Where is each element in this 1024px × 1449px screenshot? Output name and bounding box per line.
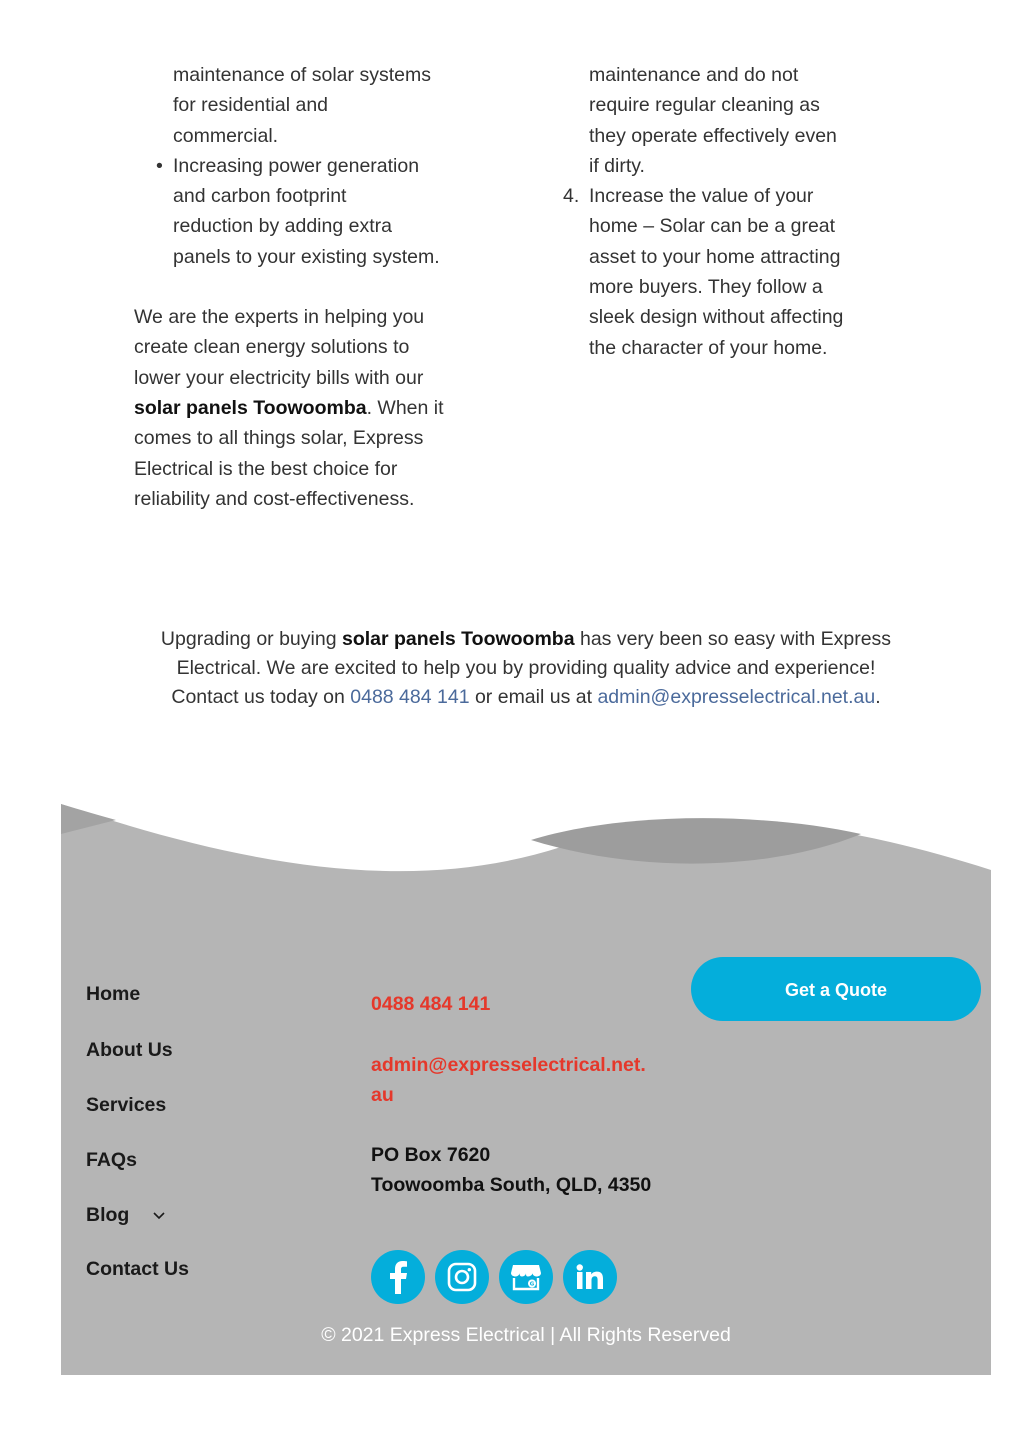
- bullet-continuation-3: commercial.: [173, 124, 279, 147]
- bullet-continuation-1: maintenance of solar systems: [173, 64, 431, 86]
- bold-keyword: solar panels Toowoomba: [341, 628, 575, 650]
- chevron-down-icon[interactable]: [153, 1212, 165, 1220]
- para-line: [134, 393, 474, 423]
- bullet-continuation-2: for residential and: [173, 94, 329, 117]
- bullet-line: reduction by adding extra: [173, 215, 392, 238]
- footer-nav-services[interactable]: Services: [86, 1094, 167, 1116]
- bullet-line: and carbon footprint: [173, 185, 347, 208]
- list-item: [563, 181, 909, 363]
- cta-text: has very been so easy with Express: [574, 628, 892, 650]
- numbered-list: [563, 181, 909, 363]
- footer-nav-faqs[interactable]: FAQs: [86, 1149, 137, 1171]
- list-item: [173, 151, 474, 272]
- para-line: Electrical is the best choice for: [134, 457, 398, 480]
- item3-line: they operate effectively even: [589, 124, 837, 147]
- footer-nav-contact-us[interactable]: Contact Us: [86, 1258, 189, 1280]
- item3-line: require regular cleaning as: [589, 94, 820, 117]
- footer-email[interactable]: [371, 1050, 646, 1110]
- list-number: 4.: [563, 185, 580, 208]
- item3-line: maintenance and do not: [589, 64, 799, 86]
- bullet-list: [173, 151, 474, 272]
- footer-nav-blog[interactable]: [86, 1204, 165, 1227]
- left-column: [134, 60, 474, 514]
- footer-email-line: au: [371, 1084, 394, 1106]
- cta-text: Upgrading or buying: [160, 628, 342, 650]
- cta-line-1: [90, 625, 962, 654]
- instagram-icon[interactable]: [435, 1250, 489, 1304]
- phone-link[interactable]: 0488 484 141: [350, 686, 470, 708]
- copyright: © 2021 Express Electrical | All Rights Reserved: [321, 1324, 731, 1346]
- para-line: reliability and cost-effectiveness.: [134, 487, 415, 510]
- linkedin-icon[interactable]: [563, 1250, 617, 1304]
- address-line: PO Box 7620: [371, 1144, 491, 1166]
- bullet-line: panels to your existing system.: [173, 245, 440, 268]
- cta-text: .: [875, 686, 881, 708]
- item4-line: asset to your home attracting: [589, 245, 841, 268]
- para-line: comes to all things solar, Express: [134, 427, 424, 450]
- cta-paragraph: [90, 625, 962, 712]
- item4-line: the character of your home.: [589, 336, 828, 359]
- item4-line: home – Solar can be a great: [589, 215, 836, 238]
- item3-line: if dirty.: [589, 154, 645, 177]
- para-line: create clean energy solutions to: [134, 336, 410, 359]
- item4-line: Increase the value of your: [589, 185, 814, 208]
- right-column: [563, 60, 909, 363]
- item4-line: more buyers. They follow a: [589, 276, 823, 299]
- get-a-quote-button[interactable]: Get a Quote: [691, 957, 981, 1021]
- wave-decoration: [61, 782, 991, 892]
- cta-line-2: Electrical. We are excited to help you by providing quality advice and experience!: [176, 657, 876, 679]
- para-line: We are the experts in helping you: [134, 306, 425, 329]
- footer-address: [371, 1140, 651, 1200]
- item4-line: sleek design without affecting: [589, 306, 844, 329]
- para-line: lower your electricity bills with our: [134, 366, 424, 389]
- cta-line-3: [90, 683, 962, 712]
- cta-text: Contact us today on: [171, 686, 351, 708]
- email-link[interactable]: admin@expresselectrical.net.au: [597, 686, 876, 708]
- facebook-icon[interactable]: [371, 1250, 425, 1304]
- svg-text:G: G: [529, 1281, 535, 1288]
- address-line: Toowoomba South, QLD, 4350: [371, 1174, 652, 1196]
- bullet-line: • Increasing power generation: [173, 154, 420, 177]
- footer-email-line: admin@expresselectrical.net.: [371, 1054, 646, 1076]
- para-text: . When it: [366, 396, 444, 419]
- footer: [61, 782, 991, 1375]
- experts-paragraph: [134, 302, 474, 514]
- footer-nav-blog-label: Blog: [86, 1204, 130, 1226]
- cta-text: or email us at: [469, 686, 598, 708]
- bold-keyword: solar panels Toowoomba: [134, 396, 367, 419]
- footer-phone[interactable]: 0488 484 141: [371, 993, 491, 1015]
- footer-nav-about-us[interactable]: About Us: [86, 1039, 173, 1061]
- google-business-icon[interactable]: [499, 1250, 553, 1304]
- footer-nav-home[interactable]: Home: [86, 983, 141, 1005]
